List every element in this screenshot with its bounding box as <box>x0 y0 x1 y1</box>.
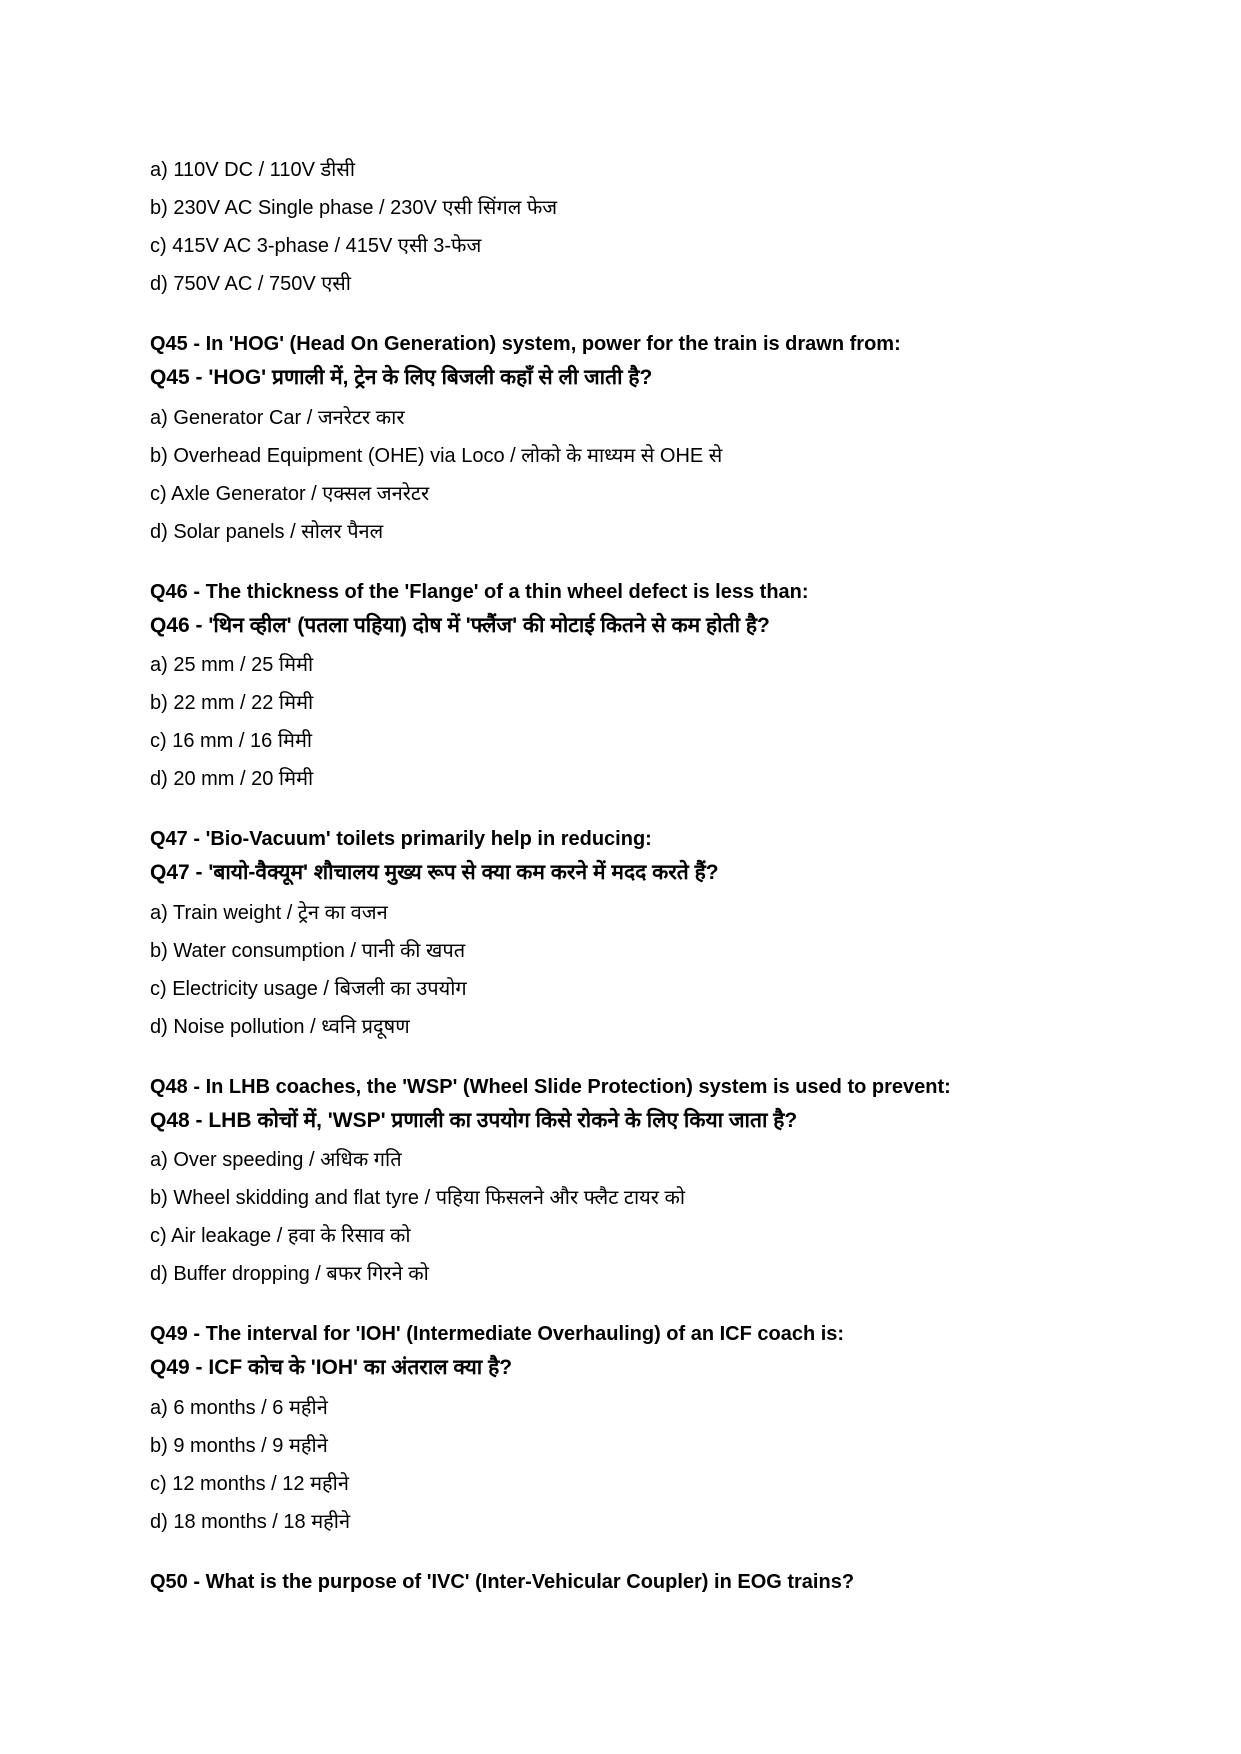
option-line: d) Noise pollution / ध्वनि प्रदूषण <box>150 1016 410 1038</box>
option-line: a) 25 mm / 25 मिमी <box>150 654 314 676</box>
option-line: a) 6 months / 6 महीने <box>150 1397 328 1419</box>
question-english: Q45 - In 'HOG' (Head On Generation) system, power for the train is drawn from: <box>150 333 901 355</box>
option-line: a) Over speeding / अधिक गति <box>150 1149 402 1171</box>
question-english: Q50 - What is the purpose of 'IVC' (Inter-Vehicular Coupler) in EOG trains? <box>150 1571 855 1593</box>
option-line: c) 12 months / 12 महीने <box>150 1473 349 1495</box>
option-line: c) 415V AC 3-phase / 415V एसी 3-फेज <box>150 235 482 257</box>
option-line: d) 750V AC / 750V एसी <box>150 273 351 295</box>
option-line: d) 18 months / 18 महीने <box>150 1511 351 1533</box>
question-english: Q47 - 'Bio-Vacuum' toilets primarily help in reducing: <box>150 828 652 850</box>
question-hindi: Q49 - ICF कोच के 'IOH' का अंतराल क्या है? <box>150 1356 513 1379</box>
option-line: d) Buffer dropping / बफर गिरने को <box>150 1263 429 1285</box>
option-line: c) Air leakage / हवा के रिसाव को <box>150 1225 411 1247</box>
option-line: b) 22 mm / 22 मिमी <box>150 692 314 714</box>
option-line: a) Generator Car / जनरेटर कार <box>150 407 405 429</box>
option-line: c) 16 mm / 16 मिमी <box>150 730 313 752</box>
option-line: b) 230V AC Single phase / 230V एसी सिंगल फेज <box>150 197 558 219</box>
question-english: Q49 - The interval for 'IOH' (Intermediate Overhauling) of an ICF coach is: <box>150 1323 845 1345</box>
option-line: b) Water consumption / पानी की खपत <box>150 940 466 962</box>
question-hindi: Q47 - 'बायो-वैक्यूम' शौचालय मुख्य रूप से क्या कम करने में मदद करते हैं? <box>150 861 719 884</box>
question-english: Q48 - In LHB coaches, the 'WSP' (Wheel Slide Protection) system is used to prevent: <box>150 1076 951 1098</box>
question-hindi: Q45 - 'HOG' प्रणाली में, ट्रेन के लिए बिजली कहाँ से ली जाती है? <box>150 366 653 389</box>
option-line: a) 110V DC / 110V डीसी <box>150 159 356 181</box>
option-line: a) Train weight / ट्रेन का वजन <box>150 902 388 924</box>
option-line: c) Electricity usage / बिजली का उपयोग <box>150 978 467 1000</box>
option-line: b) Overhead Equipment (OHE) via Loco / लोको के माध्यम से OHE से <box>150 445 723 467</box>
option-line: d) 20 mm / 20 मिमी <box>150 768 314 790</box>
question-english: Q46 - The thickness of the 'Flange' of a thin wheel defect is less than: <box>150 581 809 603</box>
option-line: b) 9 months / 9 महीने <box>150 1435 328 1457</box>
question-hindi: Q46 - 'थिन व्हील' (पतला पहिया) दोष में 'फ्लैंज' की मोटाई कितने से कम होती है? <box>150 614 770 637</box>
option-line: c) Axle Generator / एक्सल जनरेटर <box>150 483 430 505</box>
option-line: b) Wheel skidding and flat tyre / पहिया फिसलने और फ्लैट टायर को <box>150 1187 686 1209</box>
option-line: d) Solar panels / सोलर पैनल <box>150 521 384 543</box>
question-hindi: Q48 - LHB कोचों में, 'WSP' प्रणाली का उपयोग किसे रोकने के लिए किया जाता है? <box>150 1109 798 1132</box>
